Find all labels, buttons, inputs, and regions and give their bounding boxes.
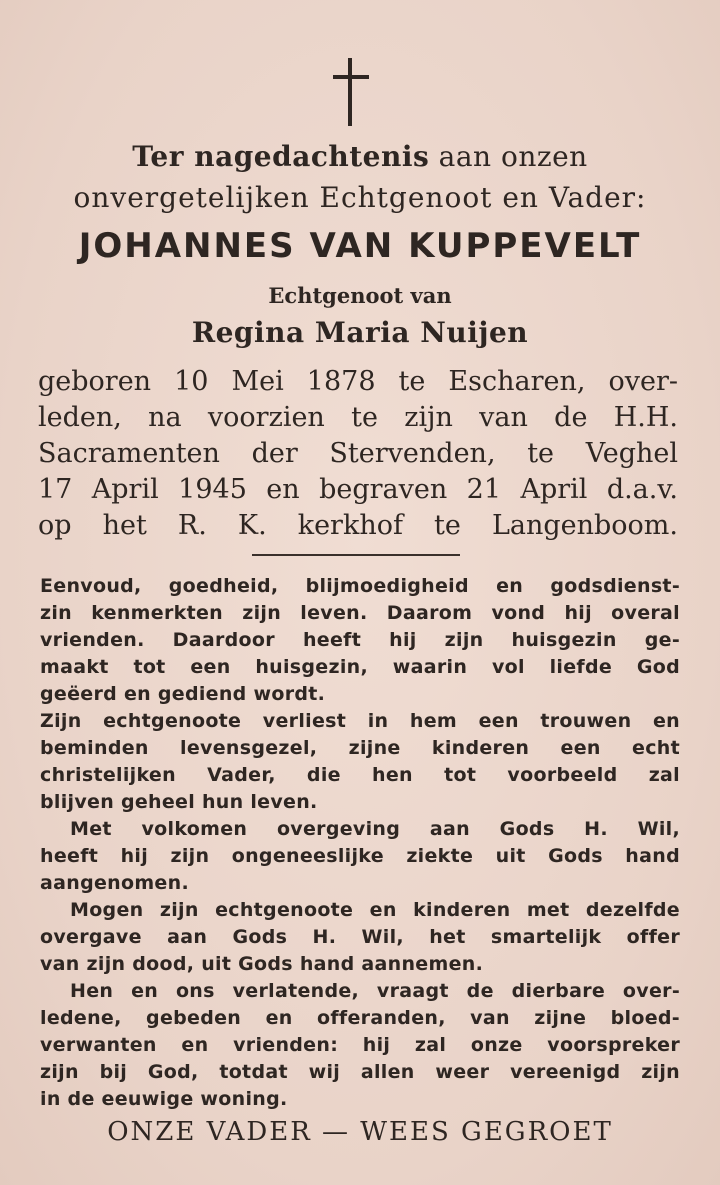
closing-prayer: ONZE VADER — WEES GEGROET: [107, 1117, 613, 1147]
text-line: Hen en ons verlatende, vraagt de dierbare over-: [70, 980, 680, 1002]
text-line: vrienden. Daardoor heeft hij zijn huisgezin ge-: [40, 629, 680, 651]
spouse-intro: Echtgenoot van: [268, 283, 452, 308]
bio-line: leden, na voorzien te zijn van de H.H.: [38, 402, 678, 433]
bio-line: op het R. K. kerkhof te Langenboom.: [38, 510, 678, 541]
spouse-name: Regina Maria Nuijen: [191, 316, 529, 349]
text-line: verwanten en vrienden: hij zal onze voorspreker: [40, 1034, 680, 1056]
text-line: Met volkomen overgeving aan Gods H. Wil,: [70, 818, 680, 840]
bio-line: Sacramenten der Stervenden, te Veghel: [38, 438, 678, 469]
biography: [38, 364, 678, 544]
heading-line-1: Ter nagedachtenis aan onzen: [132, 140, 588, 173]
divider: [252, 554, 460, 556]
text-line: zijn bij God, totdat wij allen weer vereenigd zijn: [40, 1061, 680, 1083]
text-line: blijven geheel hun leven.: [40, 791, 318, 813]
text-line: ledene, gebeden en offeranden, van zijne bloed-: [40, 1007, 680, 1029]
text-line: heeft hij zijn ongeneeslijke ziekte uit Gods hand: [40, 845, 680, 867]
bio-line: geboren 10 Mei 1878 te Escharen, over-: [38, 366, 678, 397]
text-line: Eenvoud, goedheid, blijmoedigheid en godsdienst-: [40, 575, 680, 597]
memorial-text: [40, 573, 680, 1113]
text-line: maakt tot een huisgezin, waarin vol liefde God: [40, 656, 680, 678]
deceased-name: JOHANNES VAN KUPPEVELT: [78, 226, 642, 266]
text-line: geëerd en gediend wordt.: [40, 683, 326, 705]
heading-line-2: onvergetelijken Echtgenoot en Vader:: [73, 181, 647, 214]
bio-line: 17 April 1945 en begraven 21 April d.a.v.: [38, 474, 678, 505]
text-line: aangenomen.: [40, 872, 189, 894]
text-line: overgave aan Gods H. Wil, het smartelijk offer: [40, 926, 680, 948]
text-line: in de eeuwige woning.: [40, 1088, 288, 1110]
text-line: Mogen zijn echtgenoote en kinderen met dezelfde: [70, 899, 680, 921]
text-line: Zijn echtgenoote verliest in hem een trouwen en: [40, 710, 680, 732]
text-line: christelijken Vader, die hen tot voorbeeld zal: [40, 764, 680, 786]
text-line: van zijn dood, uit Gods hand aannemen.: [40, 953, 484, 975]
cross-icon: [333, 58, 369, 126]
text-line: zin kenmerkten zijn leven. Daarom vond hij overal: [40, 602, 680, 624]
text-line: beminden levensgezel, zijne kinderen een echt: [40, 737, 680, 759]
